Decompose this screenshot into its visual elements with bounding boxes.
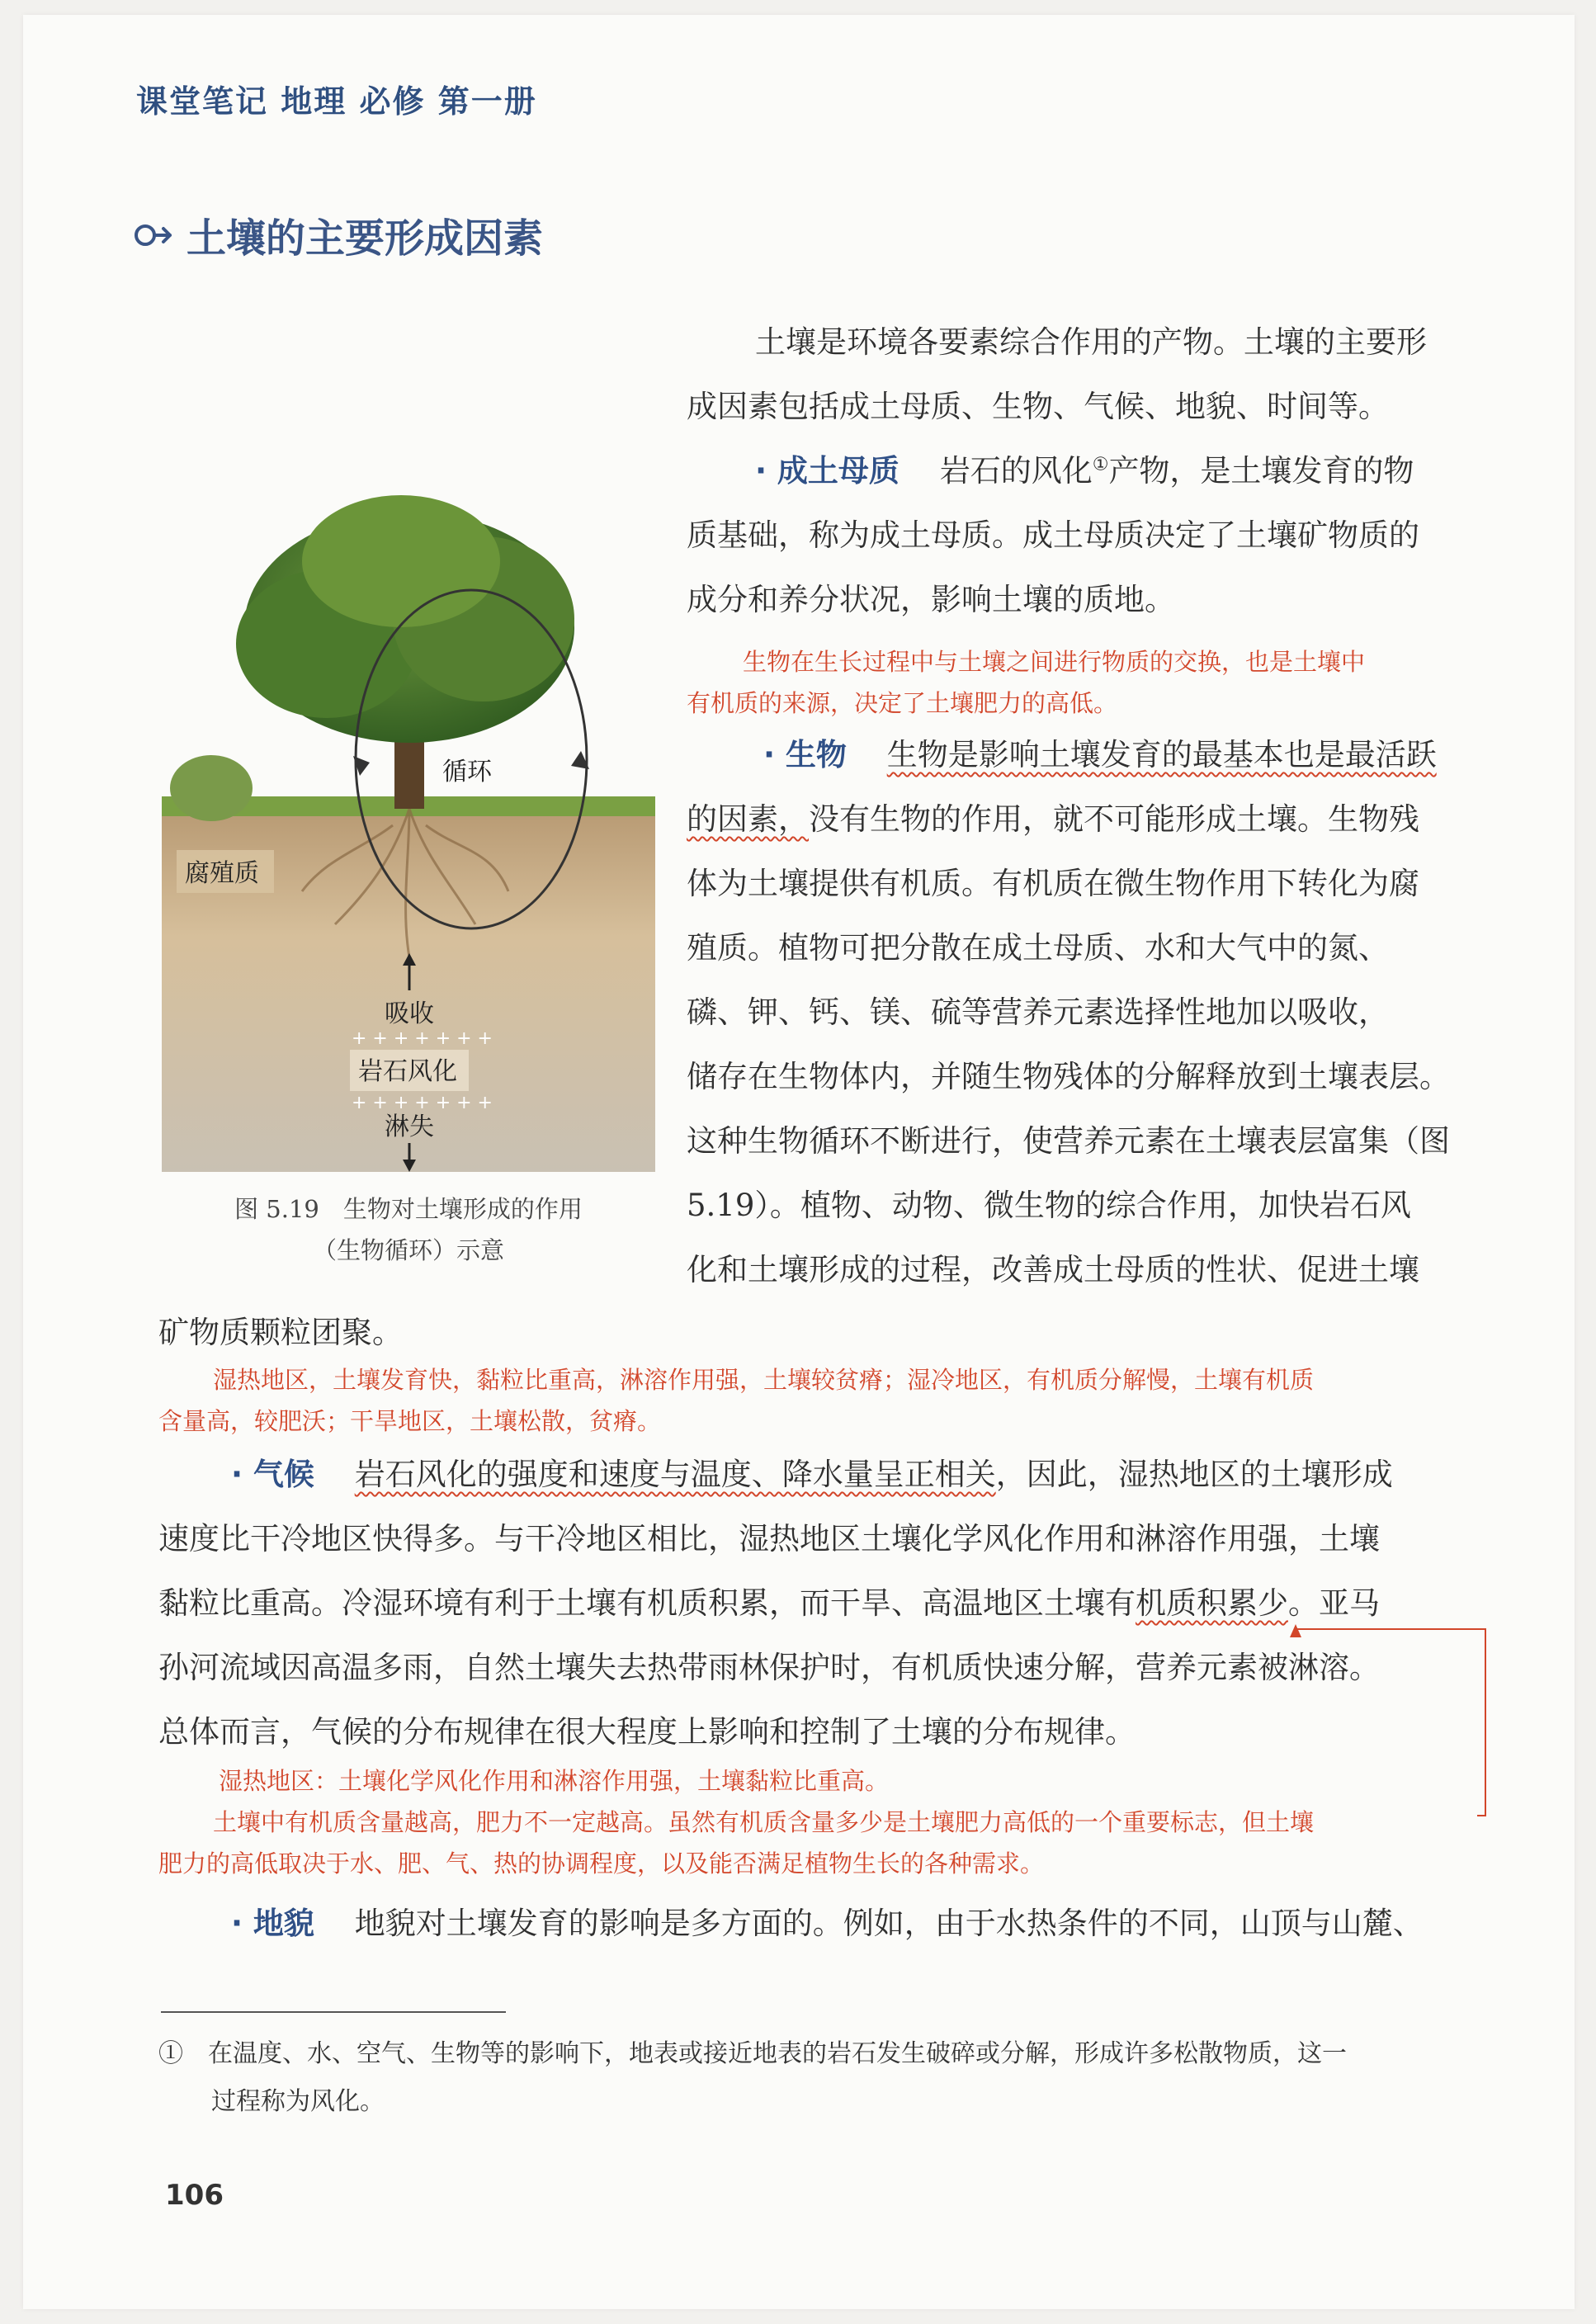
- footnote-mark: ①: [158, 2039, 183, 2068]
- annotation-climate2-2: 土壤中有机质含量越高，肥力不一定越高。虽然有机质含量多少是土壤肥力高低的一个重要标志，但土壤: [213, 1808, 1315, 1836]
- keyword-climate: · 气候: [231, 1457, 314, 1492]
- label-absorb: 吸收: [385, 999, 434, 1028]
- biology-line-9: 化和土壤形成的过程，改善成土母质的性状、促进土壤: [687, 1252, 1419, 1287]
- section-arrow-icon: [132, 219, 175, 252]
- section-heading: [132, 206, 543, 263]
- biology-line-7: 这种生物循环不断进行，使营养元素在土壤表层富集（图: [687, 1123, 1450, 1159]
- label-leach: 淋失: [385, 1112, 434, 1141]
- annotation-climate-1: 湿热地区，土壤发育快，黏粒比重高，淋溶作用强，土壤较贫瘠；湿冷地区，有机质分解慢，土壤有机质: [213, 1366, 1315, 1394]
- label-cycle: 循环: [442, 758, 492, 786]
- section-title: 土壤的主要形成因素: [187, 215, 544, 262]
- svg-text:+ + + + + + +: + + + + + + +: [352, 1028, 493, 1049]
- intro-line-2: 成因素包括成土母质、生物、气候、地貌、时间等。: [687, 389, 1389, 424]
- annotation-climate2-3: 肥力的高低取决于水、肥、气、热的协调程度，以及能否满足植物生长的各种需求。: [158, 1849, 1045, 1878]
- keyword-parent-material: · 成土母质: [755, 453, 900, 489]
- biology-line-4: 殖质。植物可把分散在成土母质、水和大气中的氮、: [687, 930, 1389, 966]
- parent-material-line-3: 成分和养分状况，影响土壤的质地。: [687, 582, 1175, 617]
- biology-line-8: 5.19）。植物、动物、微生物的综合作用，加快岩石风: [687, 1188, 1411, 1223]
- figure-caption: 图 5.19 生物对土壤形成的作用 （生物循环）示意: [234, 1195, 583, 1264]
- climate-line-2: 速度比干冷地区快得多。与干冷地区相比，湿热地区土壤化学风化作用和淋溶作用强，土壤: [158, 1521, 1380, 1556]
- footnote-rule: [161, 2011, 506, 2013]
- climate-line-1: · 气候 岩石风化的强度和速度与温度、降水量呈正相关，因此，湿热地区的土壤形成: [231, 1457, 1393, 1492]
- climate-line-4: 孙河流域因高温多雨，自然土壤失去热带雨林保护时，有机质快速分解，营养元素被淋溶。: [158, 1650, 1380, 1685]
- footnote: ① 在温度、水、空气、生物等的影响下，地表或接近地表的岩石发生破碎或分解，形成许多松散物质，这一 过程称为风化。: [158, 2039, 1347, 2116]
- keyword-biology: · 生物: [763, 737, 847, 772]
- footnote-ref[interactable]: ①: [1092, 454, 1109, 475]
- parent-material-line-1: · 成土母质 岩石的风化①产物，是土壤发育的物: [755, 453, 1414, 489]
- biology-line-3: 体为土壤提供有机质。有机质在微生物作用下转化为腐: [687, 866, 1419, 901]
- annotation-climate2-1: 湿热地区：土壤化学风化作用和淋溶作用强，土壤黏粒比重高。: [219, 1767, 890, 1795]
- biology-line-5: 磷、钾、钙、镁、硫等营养元素选择性地加以吸收，: [687, 994, 1389, 1030]
- annotation-connector: [1287, 1618, 1502, 1832]
- annotation-bio-2: 有机质的来源，决定了土壤肥力的高低。: [687, 689, 1118, 717]
- biology-line-2: 的因素，没有生物的作用，就不可能形成土壤。生物残: [687, 801, 1419, 837]
- running-header: 课堂笔记 地理 必修 第一册: [136, 83, 537, 120]
- keyword-landform: · 地貌: [231, 1906, 314, 1941]
- biology-line-10: 矿物质颗粒团聚。: [158, 1315, 403, 1350]
- shrub: [170, 755, 253, 821]
- biology-line-6: 储存在生物体内，并随生物残体的分解释放到土壤表层。: [687, 1059, 1450, 1094]
- page-number: 106: [165, 2179, 224, 2212]
- figure-5-19: [162, 462, 655, 1172]
- landform-line-1: · 地貌 地貌对土壤发育的影响是多方面的。例如，由于水热条件的不同，山顶与山麓、: [231, 1906, 1424, 1941]
- svg-text:+ + + + + + +: + + + + + + +: [352, 1093, 493, 1113]
- label-humus: 腐殖质: [185, 859, 259, 888]
- intro-line-1: 土壤是环境各要素综合作用的产物。土壤的主要形: [755, 324, 1427, 360]
- bio-cycle-illustration: [162, 462, 655, 1172]
- label-weathering: 岩石风化: [358, 1057, 457, 1086]
- climate-line-5: 总体而言，气候的分布规律在很大程度上影响和控制了土壤的分布规律。: [158, 1714, 1136, 1750]
- biology-line-1: · 生物 生物是影响土壤发育的最基本也是最活跃: [763, 737, 1437, 772]
- parent-material-line-2: 质基础，称为成土母质。成土母质决定了土壤矿物质的: [687, 517, 1419, 553]
- annotation-bio-1: 生物在生长过程中与土壤之间进行物质的交换，也是土壤中: [743, 648, 1366, 676]
- climate-line-3: 黏粒比重高。冷湿环境有利于土壤有机质积累，而干旱、高温地区土壤有机质积累少。亚马: [158, 1585, 1380, 1621]
- annotation-climate-2: 含量高，较肥沃；干旱地区，土壤松散，贫瘠。: [158, 1407, 662, 1435]
